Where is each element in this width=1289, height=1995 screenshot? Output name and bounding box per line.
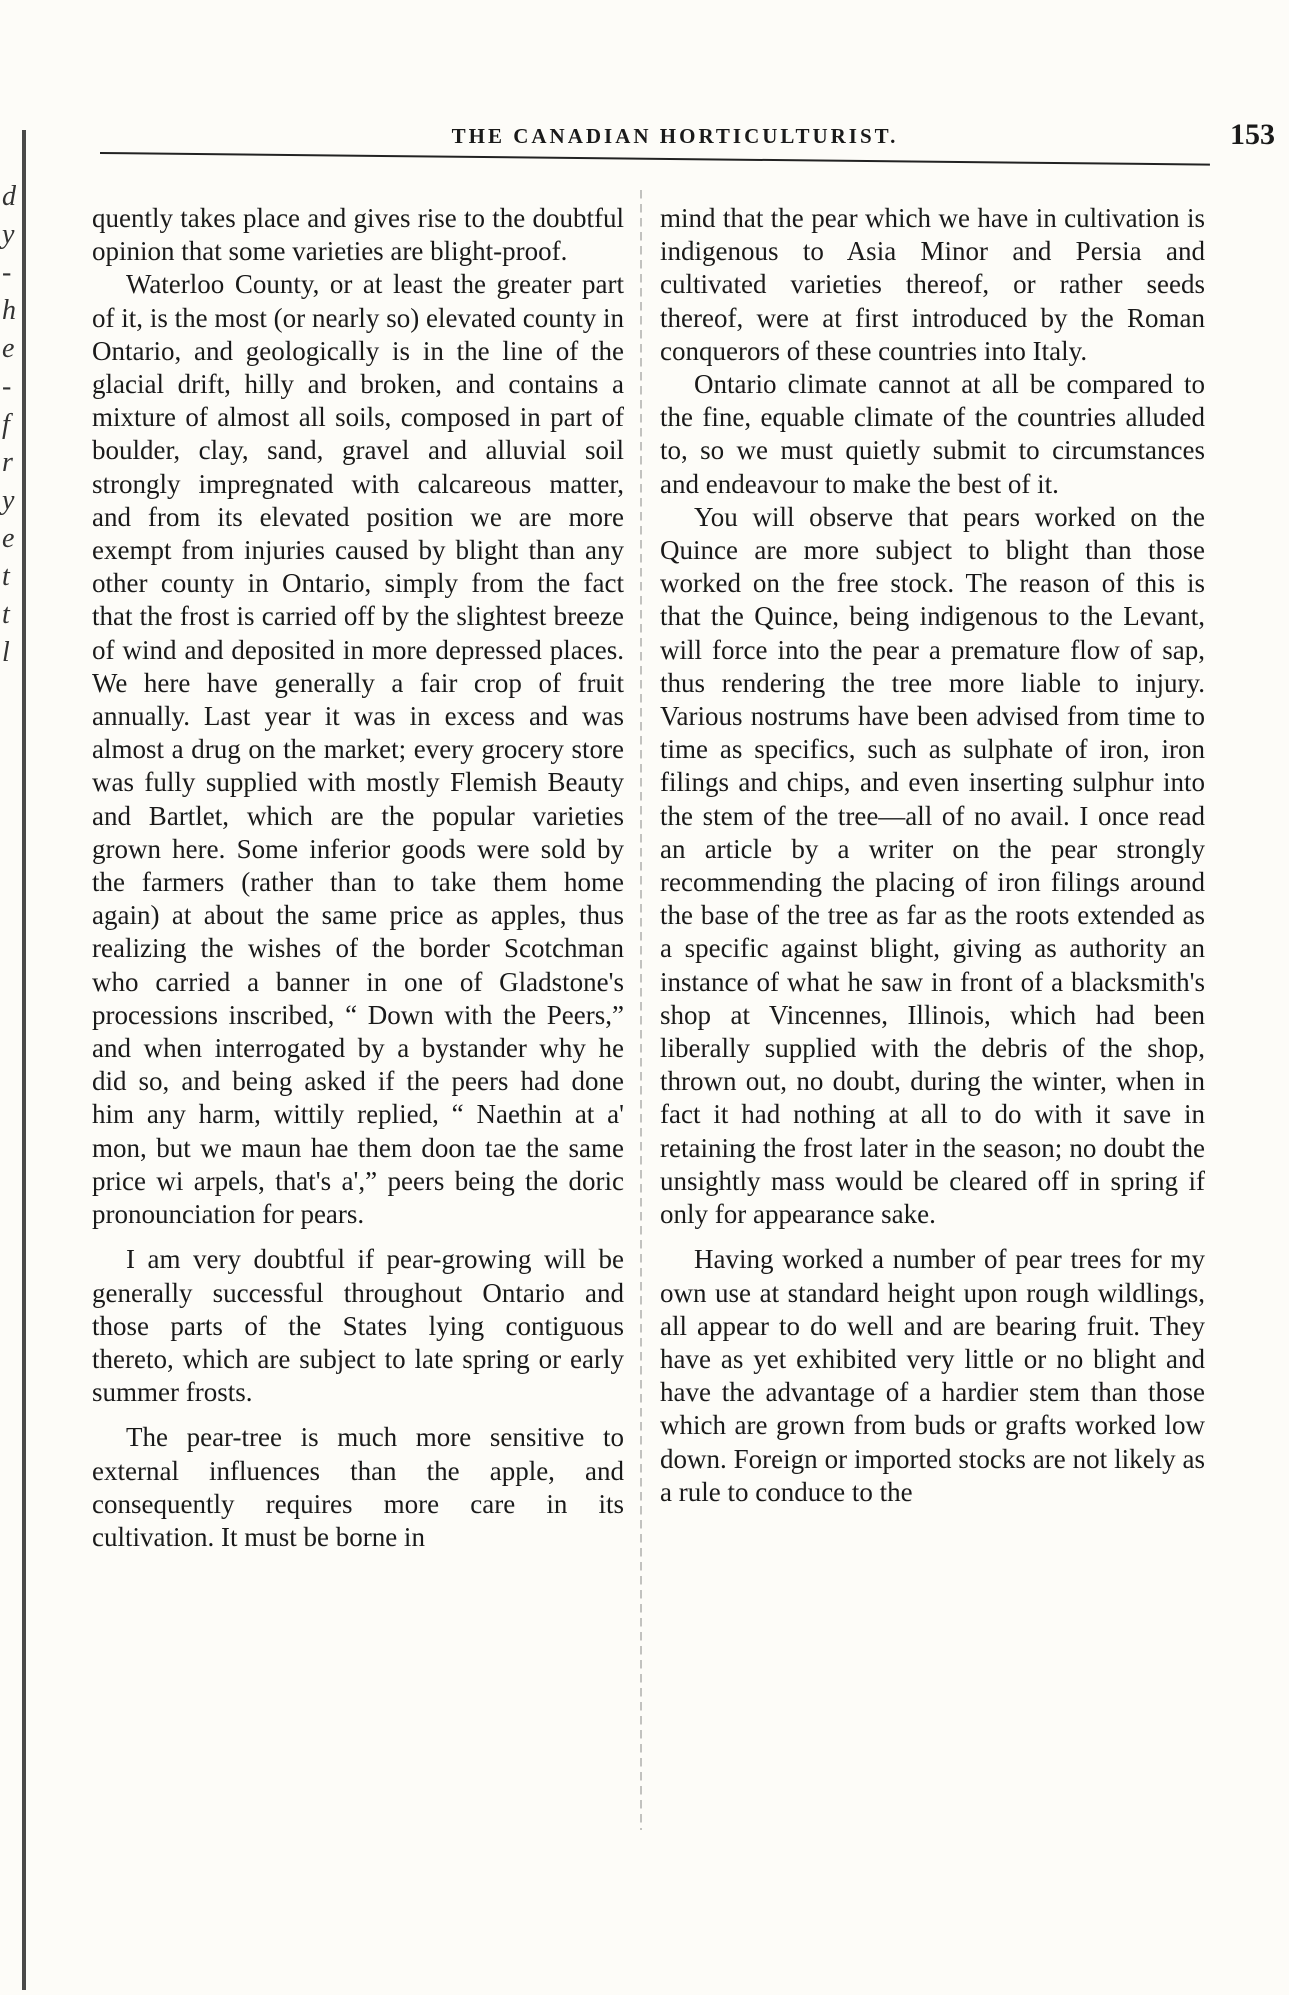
paragraph: You will observe that pears worked on the Quince are more subject to blight than those worked on the free stock. The reason of this is that the Quince, being indigenous to the Levant, will force into the pear a premature flow of sap, thus rendering the tree more liable to injury. Various nostrums have been advised from time to time as specifics, such as sulphate of iron, iron filings and chips, and even inserting sulphur into the stem of the tree—all of no avail. I once read an article by a writer on the pear strongly recommending the placing of iron filings around the base of the tree as far as the roots extended as a specific against blight, giving as authority an instance of what he saw in front of a blacksmith's shop at Vincennes, Illinois, which had been liberally supplied with the debris of the shop, thrown out, no doubt, during the winter, when in fact it had nothing at all to do with it save in retaining the frost later in the season; no doubt the unsightly mass would be cleared off in spring if only for appearance sake. (660, 501, 1205, 1230)
margin-fragment: d (2, 181, 16, 212)
margin-fragment: e (2, 333, 15, 364)
paragraph: quently takes place and gives rise to the doubtful opinion that some varieties are blight-proof. (92, 203, 624, 267)
running-header (100, 118, 1285, 158)
margin-fragment: h (2, 295, 16, 326)
page-number: 153 (1230, 118, 1275, 151)
margin-fragment: - (2, 371, 12, 402)
paragraph: I am very doubtful if pear-growing will be generally successful throughout Ontario and those parts of the States lying contiguous thereto, which are subject to late spring or early summer frosts. (92, 1244, 624, 1408)
paragraph: The pear-tree is much more sensitive to external influences than the apple, and consequently requires more care in its cultivation. It must be borne in (92, 1422, 624, 1552)
margin-fragment: - (2, 257, 12, 288)
previous-page-margin (2, 178, 30, 672)
margin-fragment: l (2, 637, 10, 668)
margin-fragment: r (2, 447, 13, 478)
margin-fragment: y (2, 485, 15, 516)
margin-fragment: t (2, 561, 10, 592)
paragraph: mind that the pear which we have in cultivation is indigenous to Asia Minor and Persia and cultivated varieties thereof, or rather seeds thereof, were at first introduced by the Roman conquerors of these countries into Italy. (660, 203, 1205, 366)
paragraph: Ontario climate cannot at all be compared to the fine, equable climate of the countries alluded to, so we must quietly submit to circumstances and endeavour to make the best of it. (660, 369, 1205, 499)
column-divider (640, 190, 642, 1830)
margin-fragment: e (2, 523, 15, 554)
paragraph: Having worked a number of pear trees for my own use at standard height upon rough wildlings, all appear to do well and are bearing fruit. They have as yet exhibited very little or no blight and have the advantage of a hardier stem than those which are grown from buds or grafts worked low down. Foreign or imported stocks are not likely as a rule to conduce to the (660, 1244, 1205, 1507)
paragraph: Waterloo County, or at least the greater part of it, is the most (or nearly so) elevated county in Ontario, and geologically is in the line of the glacial drift, hilly and broken, and contains a mixture of almost all soils, composed in part of boulder, clay, sand, gravel and alluvial soil strongly impregnated with calcareous matter, and from its elevated position we are more exempt from injuries caused by blight than any other county in Ontario, simply from the fact that the frost is carried off by the slightest breeze of wind and deposited in more depressed places. We here have generally a fair crop of fruit annually. Last year it was in excess and was almost a drug on the market; every grocery store was fully supplied with mostly Flemish Beauty and Bartlet, which are the popular varieties grown here. Some inferior goods were sold by the farmers (rather than to take them home again) at about the same price as apples, thus realizing the wishes of the border Scotchman who carried a banner in one of Gladstone's processions inscribed, “ Down with the Peers,” and when interrogated by a bystander why he did so, and being asked if the peers had done him any harm, wittily replied, “ Naethin at a' mon, but we maun hae them doon tae the same price wi arpels, that's a',” peers being the doric pronounciation for pears. (92, 269, 624, 1230)
margin-fragment: f (2, 409, 10, 440)
margin-fragment: y (2, 219, 15, 250)
journal-title: THE CANADIAN HORTICULTURIST. (451, 124, 899, 148)
margin-fragment: t (2, 599, 10, 630)
left-column (92, 202, 624, 1554)
right-column (660, 202, 1205, 1509)
